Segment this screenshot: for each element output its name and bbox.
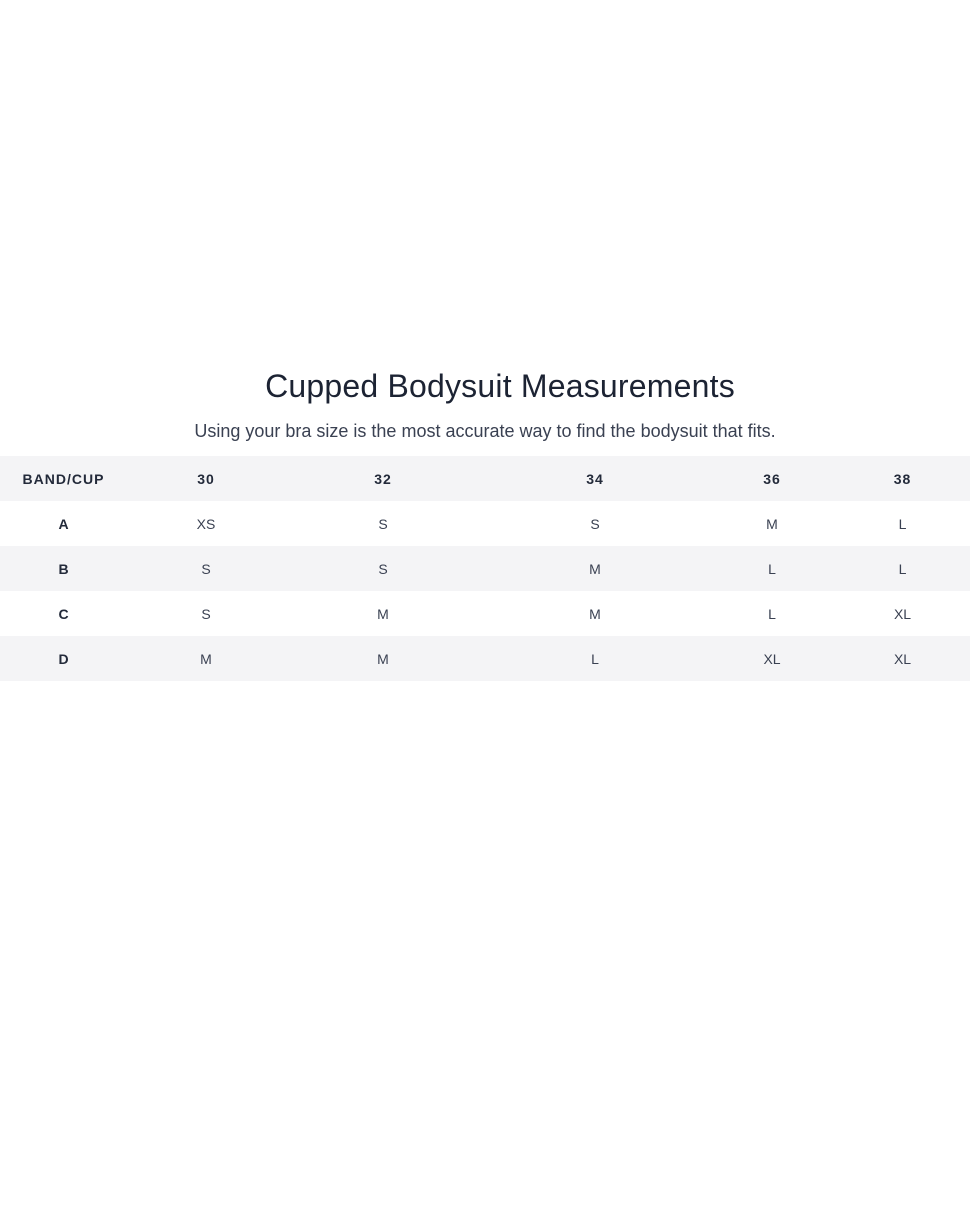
size-table <box>0 456 970 681</box>
band-header: 38 <box>893 470 912 487</box>
size-cell: M <box>200 650 212 667</box>
size-cell: L <box>768 605 776 622</box>
page-title: Cupped Bodysuit Measurements <box>265 368 735 404</box>
size-cell: M <box>377 650 389 667</box>
size-cell: M <box>589 605 601 622</box>
size-cell: XS <box>196 515 216 532</box>
table-header-row <box>0 456 970 501</box>
size-cell: M <box>589 560 601 577</box>
table-row <box>0 546 970 591</box>
size-cell: S <box>378 515 388 532</box>
size-cell: L <box>768 560 776 577</box>
page-subtitle: Using your bra size is the most accurate way to find the bodysuit that fits. <box>194 421 776 441</box>
size-cell: S <box>201 560 211 577</box>
table-row <box>0 591 970 636</box>
band-header: 36 <box>763 470 781 487</box>
size-cell: L <box>591 650 599 667</box>
cup-label: D <box>58 650 69 667</box>
size-cell: XL <box>763 650 781 667</box>
size-cell: XL <box>893 650 912 667</box>
size-cell: L <box>898 560 907 577</box>
cup-label: B <box>58 560 69 577</box>
size-cell: S <box>378 560 388 577</box>
size-cell: M <box>766 515 778 532</box>
size-cell: S <box>201 605 211 622</box>
band-header: 32 <box>374 470 392 487</box>
corner-header: BAND/CUP <box>22 470 105 487</box>
size-guide <box>0 360 970 681</box>
band-header: 34 <box>586 470 604 487</box>
cup-label: C <box>58 605 69 622</box>
table-row <box>0 501 970 546</box>
size-cell: M <box>377 605 389 622</box>
size-cell: XL <box>893 605 912 622</box>
band-header: 30 <box>197 470 215 487</box>
size-cell: S <box>590 515 600 532</box>
size-cell: L <box>898 515 907 532</box>
cup-label: A <box>58 515 69 532</box>
table-row <box>0 636 970 681</box>
